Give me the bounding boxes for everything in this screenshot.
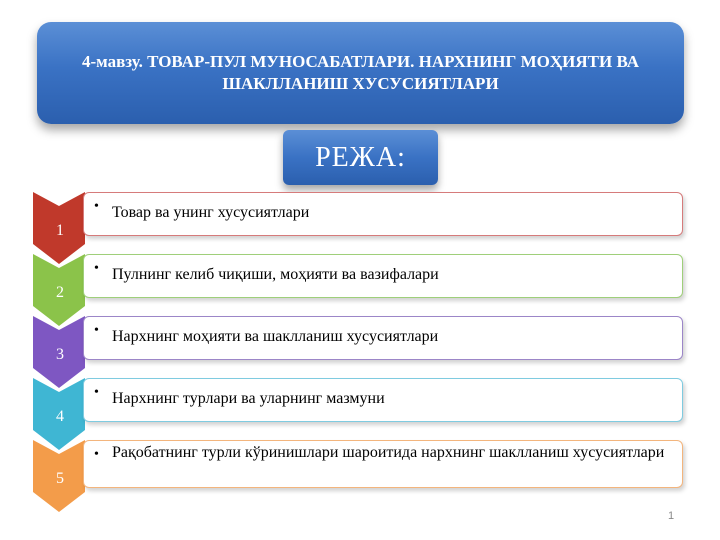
plan-item-card [83,254,683,298]
plan-item [33,440,685,500]
plan-item-card [83,378,683,422]
plan-item-text: Нархнинг турлари ва уларнинг мазмуни [112,390,385,407]
page-number: 1 [668,510,675,522]
item-number: 3 [56,346,64,363]
plan-item-text: Нархнинг моҳияти ва шаклланиш хусусиятлари [112,328,439,345]
bullet-icon: • [94,199,99,214]
plan-item [33,378,685,438]
slide-title: 4-мавзу. ТОВАР-ПУЛ МУНОСАБАТЛАРИ. НАРХНИНГ МОҲИЯТИ ВА ШАКЛЛАНИШ ХУСУСИЯТЛАРИ [37,22,684,124]
plan-item-card [83,440,683,488]
item-number: 1 [56,222,64,239]
plan-item-text: Рақобатнинг турли кўринишлари шароитида нархнинг шаклланиш хусусиятлари [112,444,665,461]
bullet-icon: • [94,385,99,400]
bullet-icon: • [94,323,99,338]
item-number: 4 [56,408,64,425]
plan-heading: РЕЖА: [283,130,438,185]
plan-item [33,254,685,314]
plan-item-card [83,192,683,236]
bullet-icon: • [94,447,99,462]
plan-item-card [83,316,683,360]
plan-item-text: Товар ва унинг хусусиятлари [112,204,310,221]
bullet-icon: • [94,261,99,276]
plan-item-text: Пулнинг келиб чиқиши, моҳияти ва вазифалари [112,266,439,283]
plan-item [33,192,685,252]
plan-item [33,316,685,376]
item-number: 5 [56,470,64,487]
item-number: 2 [56,284,64,301]
